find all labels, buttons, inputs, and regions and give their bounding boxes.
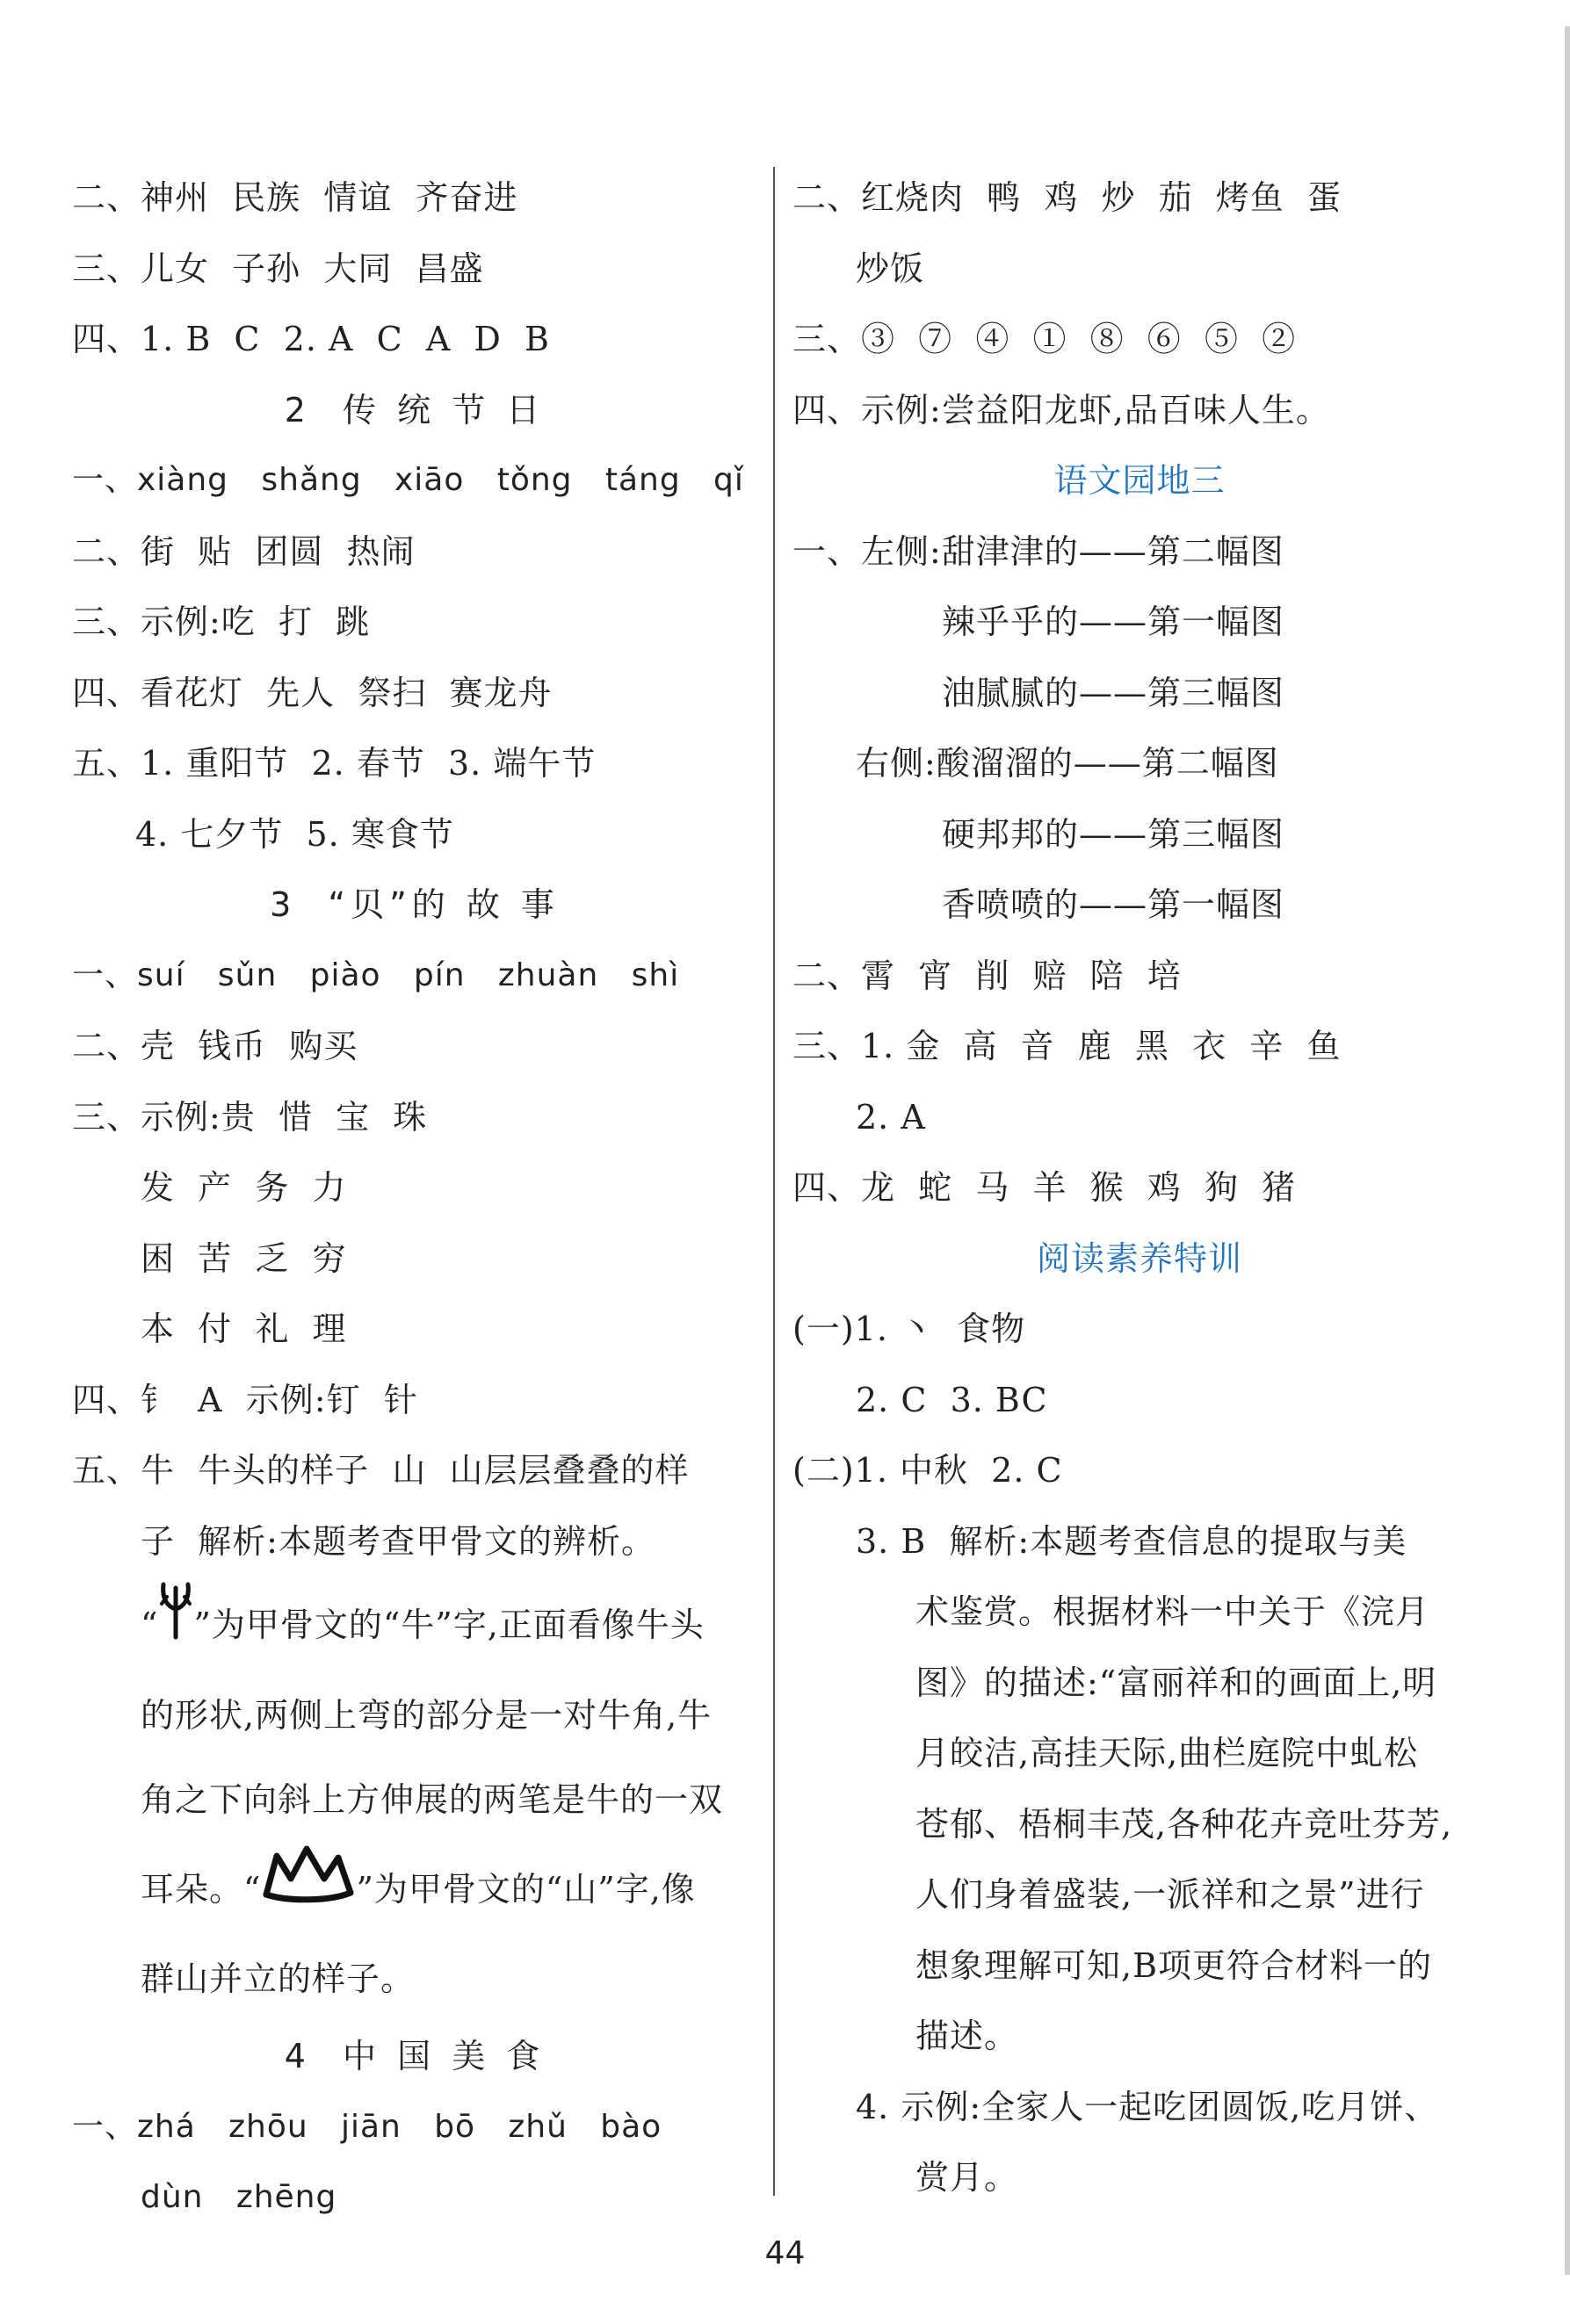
right-column: [792, 162, 1487, 2213]
answer-line: 油腻腻的——第三幅图: [942, 673, 1285, 712]
answer-line: 三、示例:吃 打 跳: [72, 603, 371, 641]
answer-line: 二、壳 钱币 购买: [72, 1027, 358, 1065]
column-divider: [773, 167, 775, 2196]
answer-line-pinyin: 一、zhá zhōu jiān bō zhǔ bào: [72, 2108, 662, 2145]
answer-line: 三、③ ⑦ ④ ① ⑧ ⑥ ⑤ ②: [792, 320, 1297, 358]
answer-line: 右侧:酸溜溜的——第二幅图: [856, 744, 1279, 783]
answer-line: 苍郁、梧桐丰茂,各种花卉竞吐芬芳,: [915, 1804, 1453, 1844]
oracle-niu-caption: ”为甲骨文的“牛”字,正面看像牛头: [193, 1606, 705, 1644]
answer-line: 二、红烧肉 鸭 鸡 炒 茄 烤鱼 蛋: [792, 178, 1342, 217]
answer-line: 一、左侧:甜津津的——第二幅图: [792, 531, 1284, 571]
answer-line: 2. C 3. BC: [856, 1380, 1048, 1419]
answer-line: 3. B 解析:本题考查信息的提取与美: [856, 1521, 1407, 1561]
answer-line: 五、牛 牛头的样子 山 山层层叠叠的样: [72, 1451, 690, 1490]
section-title-lesson-2: 2 传 统 节 日: [284, 390, 546, 429]
answer-line: 四、示例:尝益阳龙虾,品百味人生。: [792, 390, 1330, 429]
section-title-yuwen-yuandi: 语文园地三: [1053, 461, 1226, 500]
answer-line: 香喷喷的——第一幅图: [942, 885, 1285, 924]
answer-line: 二、街 贴 团圆 热闹: [72, 531, 416, 571]
answer-line: (二)1. 中秋 2. C: [792, 1451, 1063, 1490]
answer-line-oracle-shan: [72, 1842, 757, 1937]
answer-line: 三、1. 金 高 音 鹿 黑 衣 辛 鱼: [792, 1027, 1342, 1065]
answer-line: 四、钅 A 示例:钉 针: [72, 1380, 418, 1419]
quote-open: “: [141, 1606, 159, 1644]
oracle-bone-shan-icon: [261, 1844, 356, 1941]
answer-line-pinyin: 一、xiàng shǎng xiāo tǒng táng qǐ: [72, 462, 744, 498]
section-title-reading-training: 阅读素养特训: [1036, 1238, 1242, 1278]
section-title-lesson-3: 3 “贝”的 故 事: [270, 885, 560, 924]
answer-line: 二、神州 民族 情谊 齐奋进: [72, 178, 518, 217]
answer-line: 发 产 务 力: [141, 1168, 347, 1207]
answer-line: 4. 七夕节 5. 寒食节: [135, 814, 454, 854]
answer-line: 描述。: [915, 2017, 1019, 2055]
answer-line: 2. A: [856, 1097, 926, 1137]
answer-line: 人们身着盛装,一派祥和之景”进行: [915, 1875, 1425, 1914]
answer-line: 4. 示例:全家人一起吃团圆饭,吃月饼、: [856, 2087, 1439, 2126]
answer-line: 困 苦 乏 穷: [141, 1238, 347, 1278]
answer-line: 炒饭: [856, 249, 925, 288]
answer-line: 想象理解可知,B项更符合材料一的: [915, 1945, 1433, 1985]
answer-line: (一)1. 丶 食物: [792, 1310, 1026, 1348]
answer-line: 术鉴赏。根据材料一中关于《浣月: [915, 1592, 1430, 1631]
answer-line: 本 付 礼 理: [141, 1310, 347, 1348]
section-title-lesson-4: 4 中 国 美 食: [284, 2037, 546, 2075]
answer-line: 五、1. 重阳节 2. 春节 3. 端午节: [72, 744, 597, 783]
answer-line-pinyin: dùn zhēng: [141, 2179, 337, 2215]
answer-line: 硬邦邦的——第三幅图: [942, 814, 1285, 854]
answer-line: 四、龙 蛇 马 羊 猴 鸡 狗 猪: [792, 1168, 1297, 1207]
answer-line: 群山并立的样子。: [141, 1960, 416, 1998]
answer-line: 四、1. B C 2. A C A D B: [72, 320, 550, 358]
page-edge-shadow: [1565, 26, 1570, 2275]
answer-line: 月皎洁,高挂天际,曲栏庭院中虬松: [915, 1734, 1419, 1772]
left-column: [72, 162, 757, 2234]
answer-line: 二、霄 宵 削 赔 陪 培: [792, 956, 1182, 995]
oracle-bone-niu-icon: [158, 1579, 193, 1678]
answer-line: 辣乎乎的——第一幅图: [942, 603, 1285, 641]
answer-line: 三、示例:贵 惜 宝 珠: [72, 1097, 428, 1137]
answer-line: 四、看花灯 先人 祭扫 赛龙舟: [72, 673, 553, 712]
answer-line: 的形状,两侧上弯的部分是一对牛角,牛: [141, 1696, 713, 1735]
answer-line: 角之下向斜上方伸展的两笔是牛的一双: [141, 1780, 724, 1819]
answer-line: 赏月。: [915, 2158, 1019, 2197]
answer-line: 三、儿女 子孙 大同 昌盛: [72, 249, 484, 288]
answer-line-pinyin: 一、suí sǔn piào pín zhuàn shì: [72, 956, 680, 993]
page-number: 44: [764, 2235, 806, 2271]
answer-line-oracle-niu: [72, 1577, 757, 1673]
answer-line: 图》的描述:“富丽祥和的画面上,明: [915, 1663, 1437, 1702]
oracle-shan-caption: ”为甲骨文的“山”字,像: [356, 1870, 696, 1909]
answer-line: 子 解析:本题考查甲骨文的辨析。: [141, 1521, 655, 1561]
answer-text: 耳朵。“: [141, 1870, 262, 1909]
